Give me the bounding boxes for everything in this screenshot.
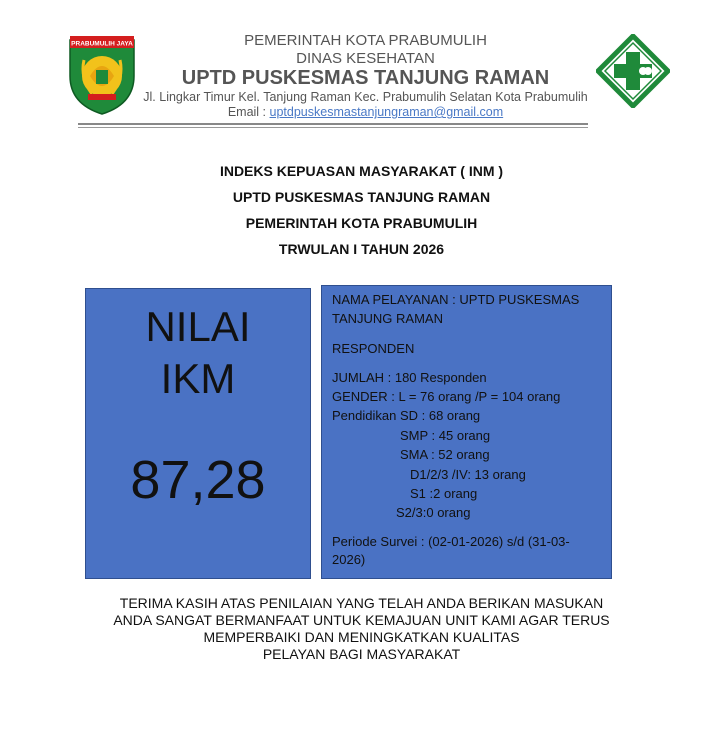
letterhead-line-2: DINAS KESEHATAN: [296, 50, 435, 67]
title-line-4: TRWULAN I TAHUN 2026: [278, 241, 445, 257]
emblem-banner-text: PRABUMULIH JAYA: [71, 40, 133, 48]
education-s1: S1 :2 orang: [410, 486, 478, 501]
thanks-line-1: TERIMA KASIH ATAS PENILAIAN YANG TELAH ANDA BERIKAN MASUKAN: [119, 595, 604, 611]
letterhead-rule: [78, 123, 588, 125]
respondent-total: JUMLAH : 180 Responden: [332, 370, 487, 385]
letterhead-line-1: PEMERINTAH KOTA PRABUMULIH: [244, 32, 487, 49]
title-line-1: INDEKS KEPUASAN MASYARAKAT ( INM ): [219, 163, 504, 179]
email-label: Email :: [227, 105, 270, 119]
thanks-line-4: PELAYAN BAGI MASYARAKAT: [262, 646, 461, 662]
respondent-gender: GENDER : L = 76 orang /P = 104 orang: [332, 389, 561, 404]
letterhead-address: Jl. Lingkar Timur Kel. Tanjung Raman Kec. Prabumulih Selatan Kota Prabumulih: [143, 90, 588, 104]
ikm-score-box: [85, 288, 311, 579]
education-smp: SMP : 45 orang: [400, 428, 491, 443]
email-link[interactable]: uptdpuskesmastanjungraman@gmail.com: [269, 105, 504, 119]
letterhead: [0, 0, 723, 132]
survey-info-box: [321, 285, 612, 579]
respondent-heading: RESPONDEN: [332, 341, 415, 356]
letterhead-rule-thin: [78, 127, 588, 128]
score-label-ikm: IKM: [160, 355, 236, 402]
score-label-nilai: NILAI: [145, 303, 251, 350]
survey-period-line-1: Periode Survei : (02-01-2026) s/d (31-03-: [332, 534, 570, 549]
thanks-line-2: ANDA SANGAT BERMANFAAT UNTUK KEMAJUAN UNIT KAMI AGAR TERUS: [113, 612, 610, 628]
letterhead-line-3: UPTD PUSKESMAS TANJUNG RAMAN: [181, 67, 550, 89]
service-name-line-2: TANJUNG RAMAN: [332, 311, 443, 326]
education-sd: Pendidikan SD : 68 orang: [332, 408, 481, 423]
thanks-line-3: MEMPERBAIKI DAN MENINGKATKAN KUALITAS: [203, 629, 520, 645]
ikm-score-value: 87,28: [130, 450, 266, 510]
title-line-2: UPTD PUSKESMAS TANJUNG RAMAN: [232, 189, 491, 205]
puskesmas-cross-icon: [596, 34, 670, 108]
service-name-line-1: NAMA PELAYANAN : UPTD PUSKESMAS: [332, 292, 580, 307]
education-diploma: D1/2/3 /IV: 13 orang: [410, 467, 526, 482]
education-s2-s3: S2/3:0 orang: [396, 505, 471, 520]
education-sma: SMA : 52 orang: [400, 447, 490, 462]
title-line-3: PEMERINTAH KOTA PRABUMULIH: [245, 215, 478, 231]
survey-period-line-2: 2026): [332, 552, 366, 567]
